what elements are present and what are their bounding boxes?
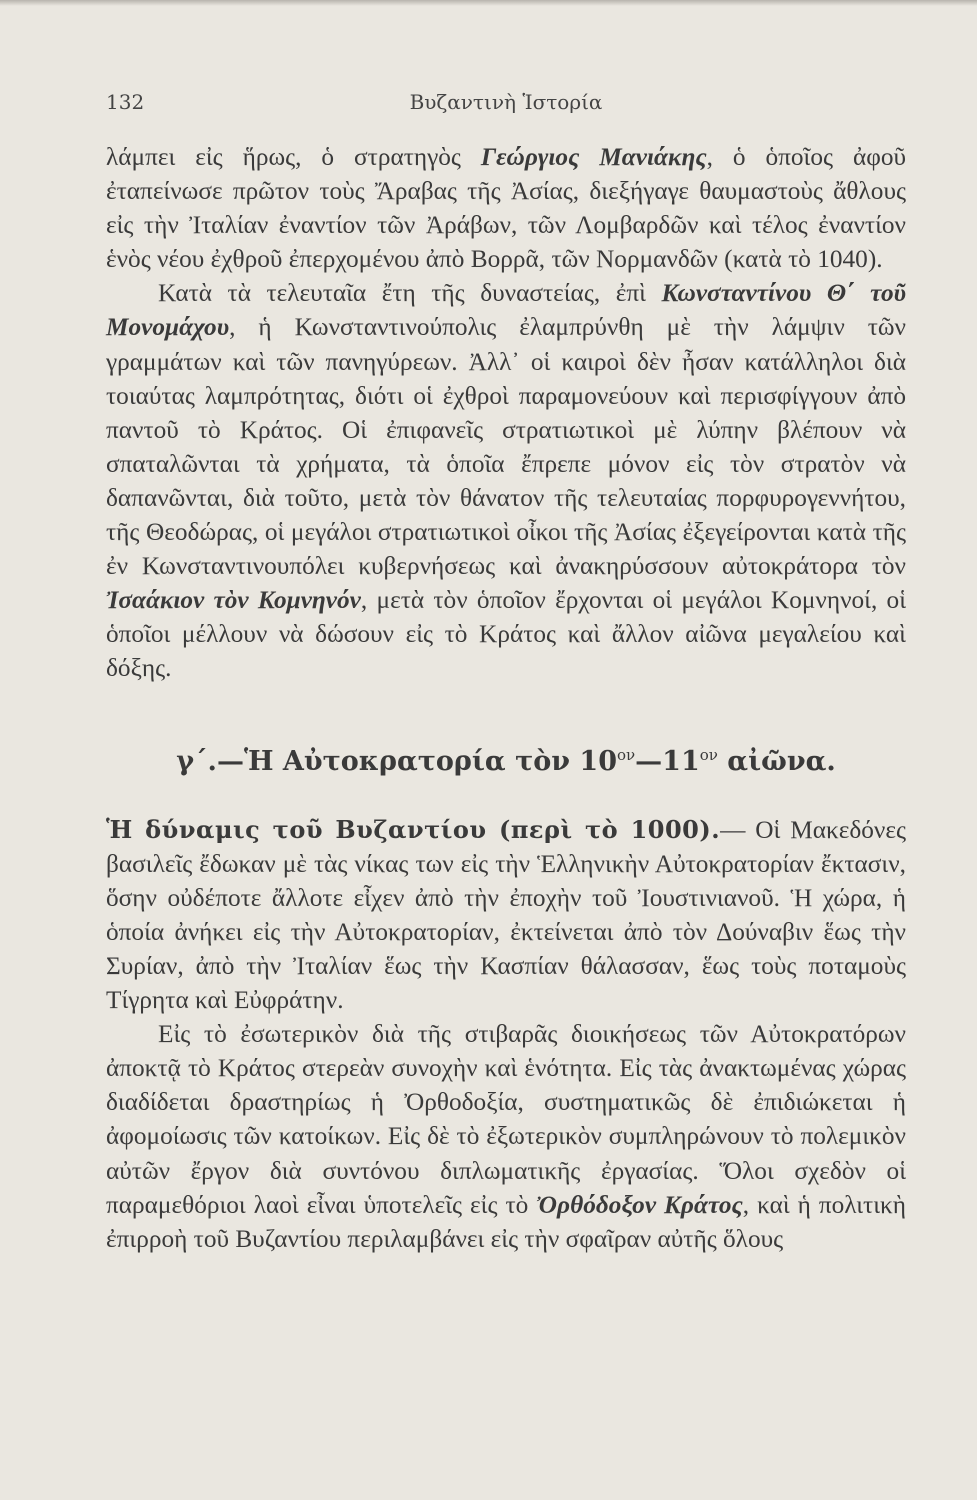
book-page [106, 78, 906, 1256]
paragraph-4-text-a: Εἰς τὸ ἐσωτερικὸν διὰ τῆς στιβαρᾶς διοικήσεως τῶν Αὐτοκρατόρων ἀποκτᾷ τὸ Κράτος στερεὰν συνοχὴν καὶ ἑνότητα. Εἰς τὰς ἀνακτωμένας χώρας διαδίδεται δραστηρίως ἡ Ὀρθοδοξία, συστηματικῶς δὲ ἐπιδιώκεται ἡ ἀφομοίωσις τῶν κατοίκων. Εἰς δὲ τὸ ἐξωτερικὸν συμπληρώνουν τὸ πολεμικὸν αὐτῶν ἔργον διὰ συντόνου διπλωματικῆς ἐργασίας. Ὅλοι σχεδὸν οἱ παραμεθόριοι λαοὶ εἶναι ὑποτελεῖς εἰς τὸ [106, 1020, 906, 1219]
paragraph-2-text-b: , ἡ Κωνσταντινούπολις ἐλαμπρύνθη μὲ τὴν λάμψιν τῶν γραμμάτων καὶ τῶν πανηγύρεων. Ἀλλ᾽ οἱ καιροὶ δὲν ἦσαν κατάλληλοι διὰ τοιαύτας λαμπρότητας, διότι οἱ ἐχθροὶ παραμονεύουν καὶ περισφίγγουν ἀπὸ παντοῦ τὸ Κράτος. Οἱ ἐπιφανεῖς στρατιωτικοὶ μὲ λύπην βλέπουν νὰ σπαταλῶνται τὰ χρήματα, τὰ ὁποῖα ἔπρεπε μόνον εἰς τὸν στρατὸν νὰ δαπανῶνται, διὰ τοῦτο, μετὰ τὸν θάνατον τῆς τελευταίας πορφυρογεννήτου, τῆς Θεοδώρας, οἱ μεγάλοι στρατιωτικοὶ οἶκοι τῆς Ἀσίας ἐξεγείρονται κατὰ τῆς ἐν Κωνσταντινουπόλει κυβερνήσεως καὶ ἀνακηρύσσουν αὐτοκράτορα τὸν [106, 313, 906, 581]
page-number: 132 [106, 90, 145, 114]
section-title-prefix: γ΄.—Ἡ Αὐτοκρατορία τὸν 10 [176, 745, 617, 777]
paragraph-4-text-b: , καὶ ἡ πολιτικὴ ἐπιρροὴ τοῦ Βυζαντίου περιλαμβάνει εἰς τὴν σφαῖραν αὐτῆς ὅλους [106, 1190, 906, 1253]
page-top-edge [0, 0, 977, 6]
name-konstantinos-monomachos: Κωνσταντίνου Θ΄ τοῦ Μονομάχου [106, 279, 907, 342]
paragraph-2-text-c: , μετὰ τὸν ὁποῖον ἔρχονται οἱ μεγάλοι Κομνηνοί, οἱ ὁποῖοι μέλλουν νὰ δώσουν εἰς τὸ Κράτος καὶ ἄλλον αἰῶνα μεγαλείου καὶ δόξης. [106, 586, 907, 683]
paragraph-1-text-b: , ὁ ὁποῖος ἀφοῦ ἐταπείνωσε πρῶτον τοὺς Ἄραβας τῆς Ἀσίας, διεξήγαγε θαυμαστοὺς ἄθλους εἰς τὴν Ἰταλίαν ἐναντίον τῶν Ἀράβων, τῶν Λομβαρδῶν καὶ τέλος ἐναντίον ἑνὸς νέου ἐχθροῦ ἐπερχομένου ἀπὸ Βορρᾶ, τῶν Νορμανδῶν (κατὰ τὸ 1040). [106, 143, 906, 274]
section-title [106, 738, 906, 779]
paragraph-3 [106, 813, 906, 1018]
subheading-power-of-byzantium: Ἡ δύναμις τοῦ Βυζαντίου (περὶ τὸ 1000). [106, 814, 721, 844]
body-text [106, 140, 906, 1256]
paragraph-1 [106, 140, 906, 276]
paragraph-1-text-a: λάμπει εἰς ἥρως, ὁ στρατηγὸς [106, 143, 481, 171]
section-title-sup-1: ον [617, 745, 636, 764]
running-title: Βυζαντινὴ Ἱστορία [409, 90, 603, 114]
paragraph-2 [106, 276, 906, 685]
name-isaakios-komnenos: Ἰσαάκιον τὸν Κομνηνόν [106, 586, 361, 615]
running-header [106, 78, 906, 118]
paragraph-4 [106, 1017, 906, 1256]
paragraph-3-text: — Οἱ Μακεδόνες βασιλεῖς ἔδωκαν μὲ τὰς νίκας των εἰς τὴν Ἑλληνικὴν Αὐτοκρατορίαν ἔκτασιν, ὅσην οὐδέποτε ἄλλοτε εἶχεν ἀπὸ τὴν ἐποχὴν τοῦ Ἰουστινιανοῦ. Ἡ χώρα, ἡ ὁποία ἀνήκει εἰς τὴν Αὐτοκρατορίαν, ἐκτείνεται ἀπὸ τὸν Δούναβιν ἕως τὴν Συρίαν, ἀπὸ τὴν Ἰταλίαν ἕως τὴν Κασπίαν θάλασσαν, ἕως τοὺς ποταμοὺς Τίγρητα καὶ Εὐφράτην. [106, 815, 906, 1015]
term-orthodox-state: Ὀρθόδοξον Κράτος [536, 1190, 743, 1219]
paragraph-2-text-a: Κατὰ τὰ τελευταῖα ἔτη τῆς δυναστείας, ἐπὶ [158, 279, 662, 308]
section-title-suffix: αἰῶνα. [717, 745, 836, 777]
section-title-sup-2: ον [699, 745, 718, 764]
section-title-middle: —11 [635, 745, 700, 777]
name-georgios-maniakis: Γεώργιος Μανιάκης [480, 143, 707, 171]
